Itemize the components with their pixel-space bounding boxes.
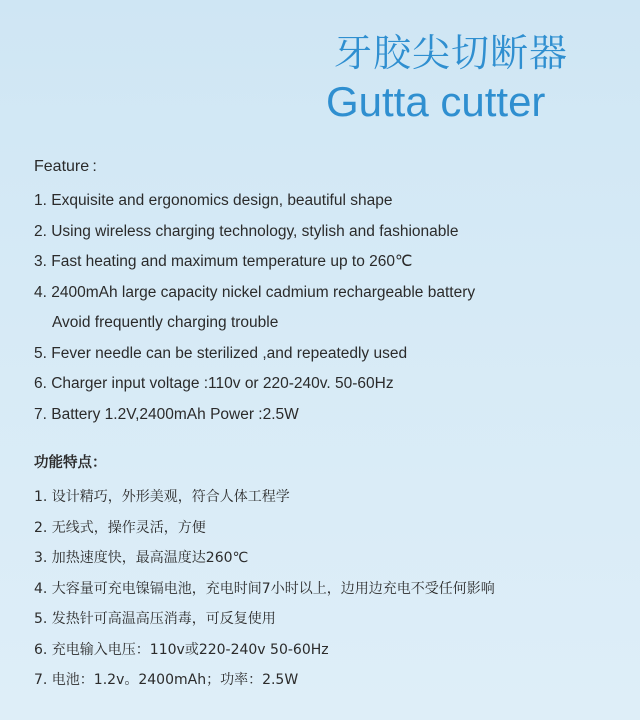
title-block [326, 30, 568, 126]
feature-heading-chinese: 功能特点： [34, 455, 107, 471]
feature-item: 2. Using wireless charging technology, stylish and fashionable [34, 222, 459, 240]
feature-item: 3. Fast heating and maximum temperature up to 260℃ [34, 253, 413, 270]
feature-item: 7. Battery 1.2V,2400mAh Power :2.5W [34, 405, 299, 423]
product-title-english: Gutta cutter [325, 78, 546, 125]
feature-item: 7. 电池：1.2v。2400mAh；功率：2.5W [34, 672, 299, 688]
feature-item: 6. 充电输入电压：110v或220-240v 50-60Hz [34, 641, 329, 658]
feature-item: 4. 大容量可充电镍镉电池，充电时间7小时以上，边用边充电不受任何影响 [34, 580, 495, 597]
feature-item: 1. Exquisite and ergonomics design, beautiful shape [34, 192, 393, 209]
feature-item: 5. Fever needle can be sterilized ,and repeatedly used [34, 344, 408, 362]
feature-item: 4. 2400mAh large capacity nickel cadmium rechargeable battery [34, 283, 476, 301]
feature-section-english [34, 156, 620, 430]
feature-heading-english: Feature : [34, 158, 97, 175]
product-title-chinese: 牙胶尖切断器 [333, 31, 568, 75]
feature-section-chinese [34, 452, 620, 696]
feature-item: 6. Charger input voltage :110v or 220-240v. 50-60Hz [34, 375, 394, 392]
feature-list-chinese [34, 482, 620, 696]
feature-item: 3. 加热速度快，最高温度达260℃ [34, 550, 249, 566]
feature-item: 1. 设计精巧，外形美观，符合人体工程学 [34, 489, 290, 505]
feature-list-english [34, 186, 620, 430]
feature-item: 5. 发热针可高温高压消毒，可反复使用 [34, 611, 276, 627]
feature-item: 2. 无线式，操作灵活，方便 [34, 519, 206, 536]
feature-item-continuation: Avoid frequently charging trouble [52, 314, 279, 331]
